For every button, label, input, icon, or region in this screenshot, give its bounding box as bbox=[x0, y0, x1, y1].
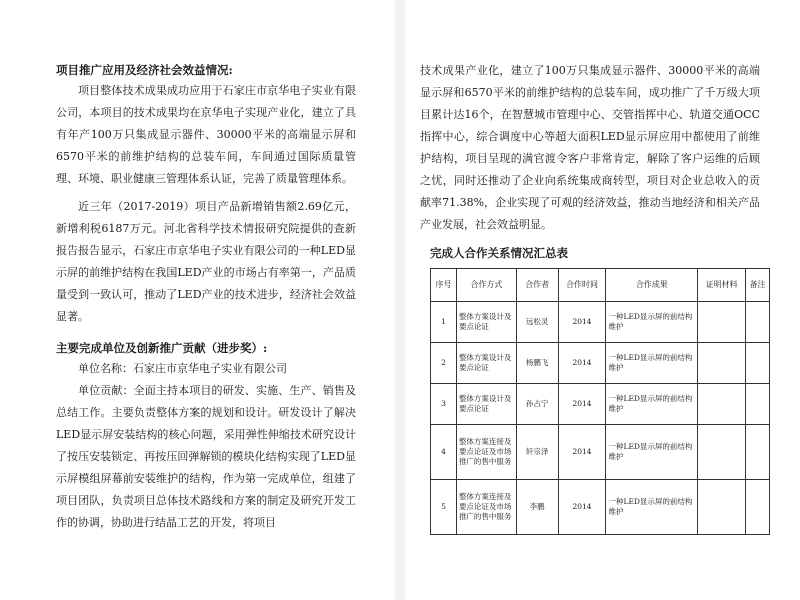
cell-time: 2014 bbox=[558, 425, 606, 480]
cell-partner: 杨鹏飞 bbox=[516, 343, 558, 384]
cell-time: 2014 bbox=[558, 480, 606, 535]
cell-partner: 远松灵 bbox=[516, 302, 558, 343]
cell-result: 一种LED显示屏的前结构维护 bbox=[606, 384, 698, 425]
right-page bbox=[405, 0, 800, 600]
cell-result: 一种LED显示屏的前结构维护 bbox=[606, 425, 698, 480]
cell-partner: 李鹏 bbox=[516, 480, 558, 535]
cell-method: 整体方案连接及要点论证及市场推广的售中服务 bbox=[456, 425, 516, 480]
table-row bbox=[431, 343, 770, 384]
cell-method: 整体方案设计及要点论证 bbox=[456, 343, 516, 384]
cell-method: 整体方案设计及要点论证 bbox=[456, 302, 516, 343]
paragraph-sales: 近三年（2017-2019）项目产品新增销售额2.69亿元，新增利税6187万元。河北省科学技术情报研究院提供的查新报告报告显示，石家庄市京华电子实业有限公司的一种LED显示屏的前维护结构在我国LED产业的市场占有率第一，产品质量受到一致认可，推动了LED产业的技术进步，经济社会效益显著。 bbox=[56, 200, 356, 323]
header-note: 备注 bbox=[746, 269, 770, 302]
table-row bbox=[431, 425, 770, 480]
header-result: 合作成果 bbox=[606, 269, 698, 302]
cell-partner: 轩宗泽 bbox=[516, 425, 558, 480]
cell-no: 5 bbox=[431, 480, 457, 535]
cell-result: 一种LED显示屏的前结构维护 bbox=[606, 302, 698, 343]
cell-no: 2 bbox=[431, 343, 457, 384]
cell-no: 1 bbox=[431, 302, 457, 343]
section-heading-units: 主要完成单位及创新推广贡献（进步奖）: bbox=[56, 341, 268, 355]
table-row bbox=[431, 480, 770, 535]
cell-proof bbox=[698, 343, 746, 384]
cell-proof bbox=[698, 302, 746, 343]
cell-proof bbox=[698, 425, 746, 480]
cell-proof bbox=[698, 384, 746, 425]
cell-time: 2014 bbox=[558, 302, 606, 343]
cell-result: 一种LED显示屏的前结构维护 bbox=[606, 480, 698, 535]
cell-no: 3 bbox=[431, 384, 457, 425]
table-row bbox=[431, 302, 770, 343]
left-page bbox=[0, 0, 395, 600]
header-no: 序号 bbox=[431, 269, 457, 302]
cell-note bbox=[746, 384, 770, 425]
header-partner: 合作者 bbox=[516, 269, 558, 302]
right-page-content bbox=[420, 60, 766, 535]
cell-result: 一种LED显示屏的前结构维护 bbox=[606, 343, 698, 384]
header-proof: 证明材料 bbox=[698, 269, 746, 302]
header-method: 合作方式 bbox=[456, 269, 516, 302]
cell-method: 整体方案设计及要点论证 bbox=[456, 384, 516, 425]
cell-time: 2014 bbox=[558, 384, 606, 425]
header-time: 合作时间 bbox=[558, 269, 606, 302]
page-gutter bbox=[395, 0, 405, 600]
unit-name: 单位名称：石家庄市京华电子实业有限公司 bbox=[78, 362, 287, 375]
paragraph-application: 项目整体技术成果成功应用于石家庄市京华电子实业有限公司，本项目的技术成果均在京华电子实现产业化，建立了具有年产100万只集成显示器件、30000平米的高端显示屏和6570平米的前维护结构的总装车间，车间通过国际质量管理、环境、职业健康三管理体系认证，完善了质量管理体系。 bbox=[56, 84, 356, 185]
table-header-row bbox=[431, 269, 770, 302]
cell-note bbox=[746, 302, 770, 343]
table-title: 完成人合作关系情况汇总表 bbox=[430, 246, 568, 260]
cell-partner: 孙占宁 bbox=[516, 384, 558, 425]
section-heading-promotion: 项目推广应用及经济社会效益情况: bbox=[56, 63, 233, 77]
paragraph-continuation: 技术成果产业化，建立了100万只集成显示器件、30000平米的高端显示屏和6570平米的前维护结构的总装车间，成功推广了千万级大项目累计达16个，在智慧城市管理中心、交管指挥中心、轨道交通OCC指挥中心，综合调度中心等超大面积LED显示屏应用中都使用了前维护结构，项目呈现的满官渡令客户非常肯定，解除了客户运维的后顾之忧，同时还推动了企业向系统集成商转型，项目对企业总收入的贡献率71.38%，企业实现了可观的经济效益，推动当地经济和相关产品产业发展，社会效益明显。 bbox=[420, 64, 760, 231]
cell-note bbox=[746, 480, 770, 535]
cell-no: 4 bbox=[431, 425, 457, 480]
cell-time: 2014 bbox=[558, 343, 606, 384]
cell-note bbox=[746, 343, 770, 384]
cell-method: 整体方案连接及要点论证及市场推广的售中服务 bbox=[456, 480, 516, 535]
left-page-content bbox=[56, 60, 356, 534]
cooperation-table bbox=[430, 268, 770, 535]
cell-proof bbox=[698, 480, 746, 535]
table-row bbox=[431, 384, 770, 425]
paragraph-unit-contribution: 单位贡献：全面主持本项目的研发、实施、生产、销售及总结工作。主要负责整体方案的规划和设计。研发设计了解决LED显示屏安装结构的核心问题，采用弹性伸缩技术研究设计了按压安装锁定、再按压回弹解锁的模块化结构实现了LED显示屏模组屏幕前安装维护的结构，作为第一完成单位，组建了项目团队，负责项目总体技术路线和方案的制定及研究开发工作的协调，协助进行结晶工艺的开发，将项目 bbox=[56, 384, 356, 529]
cell-note bbox=[746, 425, 770, 480]
